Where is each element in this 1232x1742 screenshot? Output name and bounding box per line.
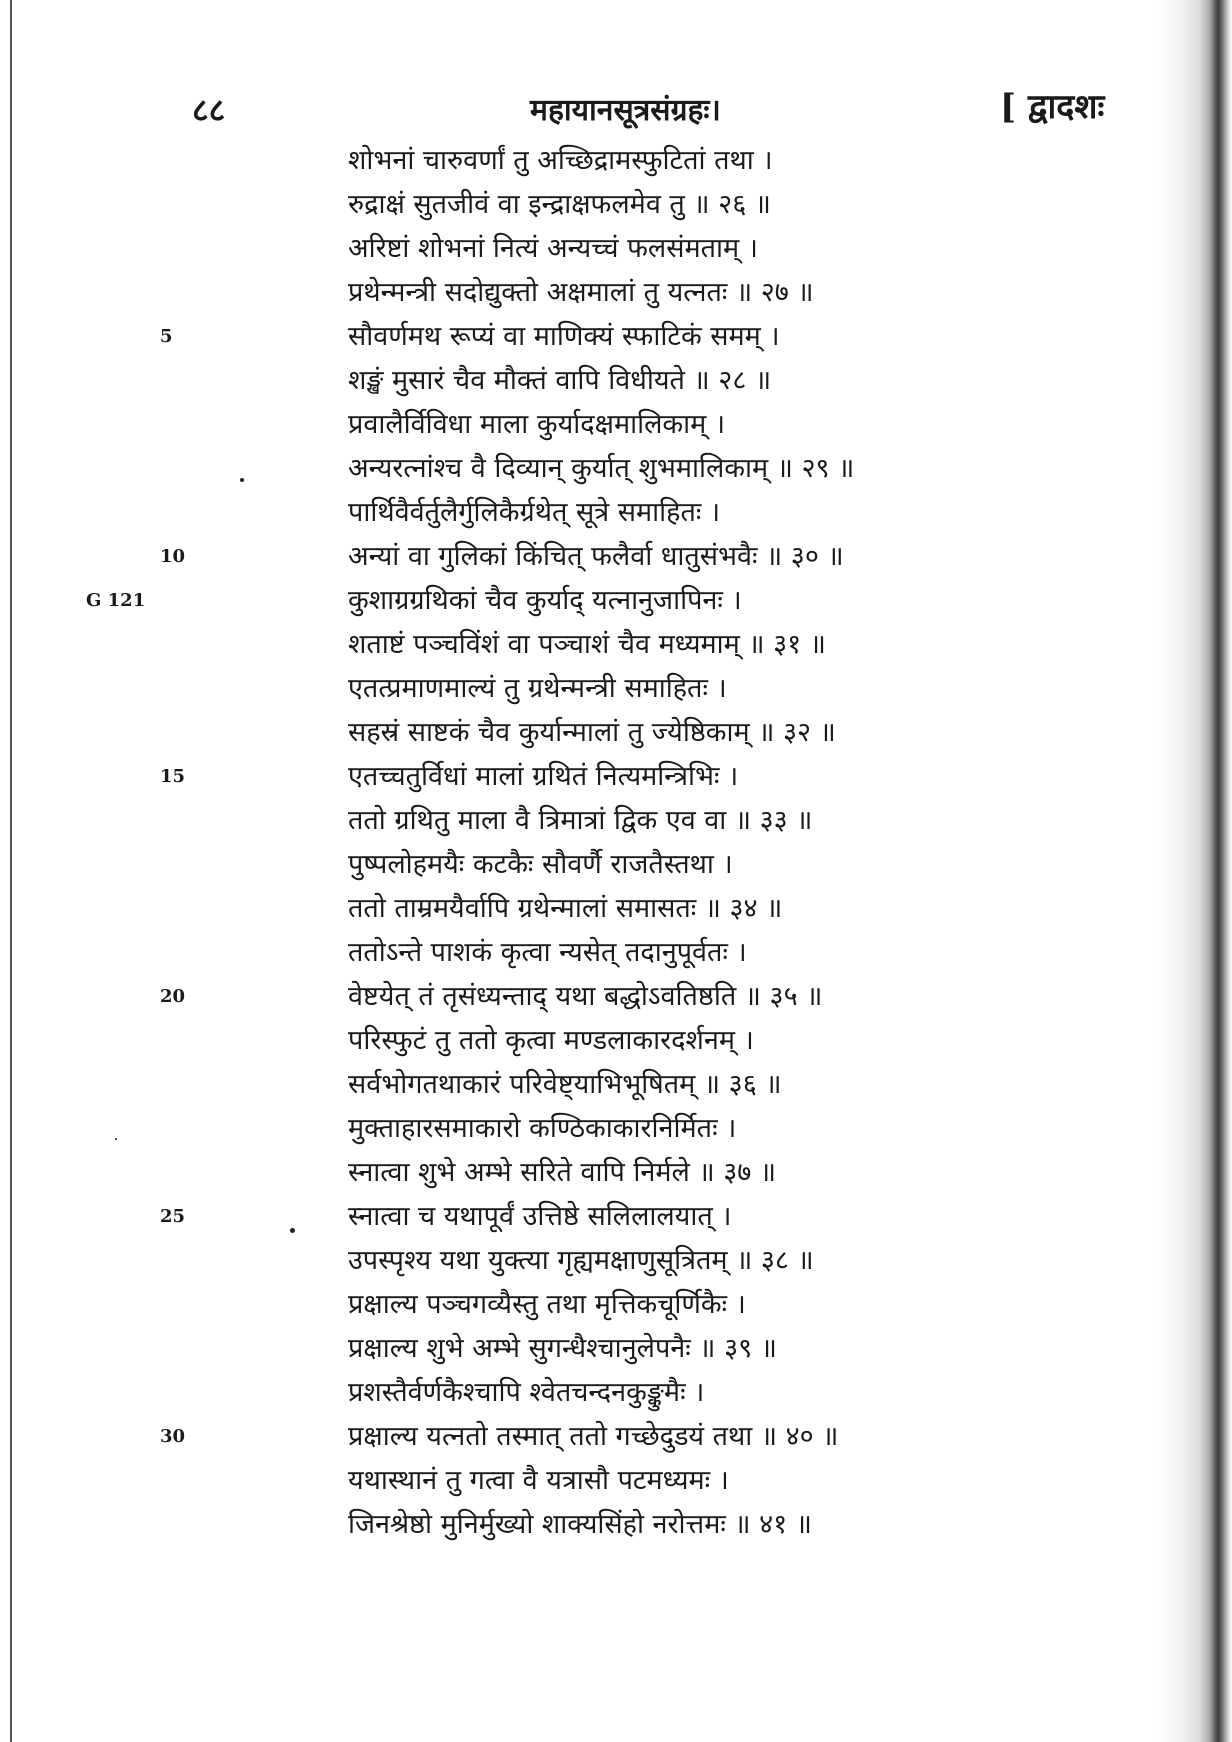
- chapter-mark: [ द्वादशः: [1000, 87, 1105, 127]
- ink-speck: [240, 478, 244, 482]
- line-number-20: 20: [160, 986, 186, 1007]
- verse-line: प्रक्षाल्य शुभे अम्भे सुगन्धैश्चानुलेपनैः ॥ ३९ ॥: [348, 1333, 777, 1364]
- running-title: महायानसूत्रसंग्रहः।: [530, 93, 721, 128]
- verse-line: शताष्टं पञ्चविंशं वा पञ्चाशं चैव मध्यमाम् ॥ ३१ ॥: [348, 629, 826, 660]
- verse-line: शोभनां चारुवर्णां तु अच्छिद्रामस्फुटितां तथा ।: [348, 145, 773, 176]
- verse-line: सौवर्णमथ रूप्यं वा माणिक्यं स्फाटिकं समम् ।: [348, 321, 780, 352]
- verse-line: अन्यरत्नांश्च वै दिव्यान् कुर्यात् शुभमालिकाम् ॥ २९ ॥: [348, 453, 855, 484]
- ink-speck: [290, 1228, 295, 1233]
- verse-line: ततो ग्रथितु माला वै त्रिमात्रां द्विक एव वा ॥ ३३ ॥: [348, 805, 813, 836]
- manuscript-folio-ref: G 121: [86, 590, 146, 611]
- verse-line: ततो ताम्रमयैर्वापि ग्रथेन्मालां समासतः ॥ ३४ ॥: [348, 893, 783, 924]
- ink-speck: [115, 1138, 117, 1140]
- verse-line: स्नात्वा शुभे अम्भे सरिते वापि निर्मले ॥ ३७ ॥: [348, 1157, 777, 1188]
- verse-line: प्रक्षाल्य यत्नतो तस्मात् ततो गच्छेदुडयं तथा ॥ ४० ॥: [348, 1421, 839, 1452]
- verse-line: प्रक्षाल्य पञ्चगव्यैस्तु तथा मृत्तिकचूर्णिकैः ।: [348, 1289, 746, 1320]
- line-number-15: 15: [160, 766, 186, 787]
- page-number: ८८: [192, 91, 226, 129]
- verse-line: पुष्पलोहमयैः कटकैः सौवर्णै राजतैस्तथा ।: [348, 849, 733, 880]
- verse-line: पार्थिवैर्वर्तुलैर्गुलिकैर्ग्रथेत् सूत्रे समाहितः ।: [348, 497, 721, 528]
- verse-line: उपस्पृश्य यथा युक्त्या गृह्यमक्षाणुसूत्रितम् ॥ ३८ ॥: [348, 1245, 814, 1276]
- verse-line: स्नात्वा च यथापूर्वं उत्तिष्ठे सलिलालयात् ।: [348, 1201, 732, 1232]
- verse-line: रुद्राक्षं सुतजीवं वा इन्द्राक्षफलमेव तु ॥ २६ ॥: [348, 189, 771, 220]
- verse-line: सर्वभोगतथाकारं परिवेष्ट्याभिभूषितम् ॥ ३६ ॥: [348, 1069, 782, 1100]
- verse-line: प्रथेन्मन्त्री सदोद्युक्तो अक्षमालां तु यत्नतः ॥ २७ ॥: [348, 277, 814, 308]
- line-number-25: 25: [160, 1206, 186, 1227]
- verse-line: मुक्ताहारसमाकारो कण्ठिकाकारनिर्मितः ।: [348, 1113, 737, 1144]
- verse-line: सहस्रं साष्टकं चैव कुर्यान्मालां तु ज्येष्ठिकाम् ॥ ३२ ॥: [348, 717, 836, 748]
- verse-line: यथास्थानं तु गत्वा वै यत्रासौ पटमध्यमः ।: [348, 1465, 729, 1496]
- verse-line: ततोऽन्ते पाशकं कृत्वा न्यसेत् तदानुपूर्वतः ।: [348, 937, 747, 968]
- verse-line: एतत्प्रमाणमाल्यं तु ग्रथेन्मन्त्री समाहितः ।: [348, 673, 727, 704]
- verse-line: वेष्टयेत् तं तृसंध्यन्ताद् यथा बद्धोऽवतिष्ठति ॥ ३५ ॥: [348, 981, 823, 1012]
- verse-line: प्रशस्तैर्वर्णकैश्चापि श्वेतचन्दनकुङ्कुमैः ।: [348, 1377, 705, 1408]
- line-number-30: 30: [160, 1426, 186, 1447]
- line-number-5: 5: [160, 326, 173, 347]
- page-gutter-shadow: [1158, 0, 1232, 1742]
- verse-line: अन्यां वा गुलिकां किंचित् फलैर्वा धातुसंभवैः ॥ ३० ॥: [348, 541, 844, 572]
- verse-line: अरिष्टां शोभनां नित्यं अन्यच्चं फलसंमताम् ।: [348, 233, 758, 264]
- line-number-10: 10: [160, 546, 186, 567]
- verse-line: एतच्चतुर्विधां मालां ग्रथितं नित्यमन्त्रिभिः ।: [348, 761, 739, 792]
- verse-line: जिनश्रेष्ठो मुनिर्मुख्यो शाक्यसिंहो नरोत्तमः ॥ ४१ ॥: [348, 1509, 812, 1540]
- verse-line: शङ्खं मुसारं चैव मौक्तं वापि विधीयते ॥ २८ ॥: [348, 365, 772, 396]
- verse-line: प्रवालैर्विविधा माला कुर्यादक्षमालिकाम् ।: [348, 409, 726, 440]
- verse-line: कुशाग्रग्रथिकां चैव कुर्याद् यत्नानुजापिनः ।: [348, 585, 742, 616]
- verse-line: परिस्फुटं तु ततो कृत्वा मण्डलाकारदर्शनम् ।: [348, 1025, 754, 1056]
